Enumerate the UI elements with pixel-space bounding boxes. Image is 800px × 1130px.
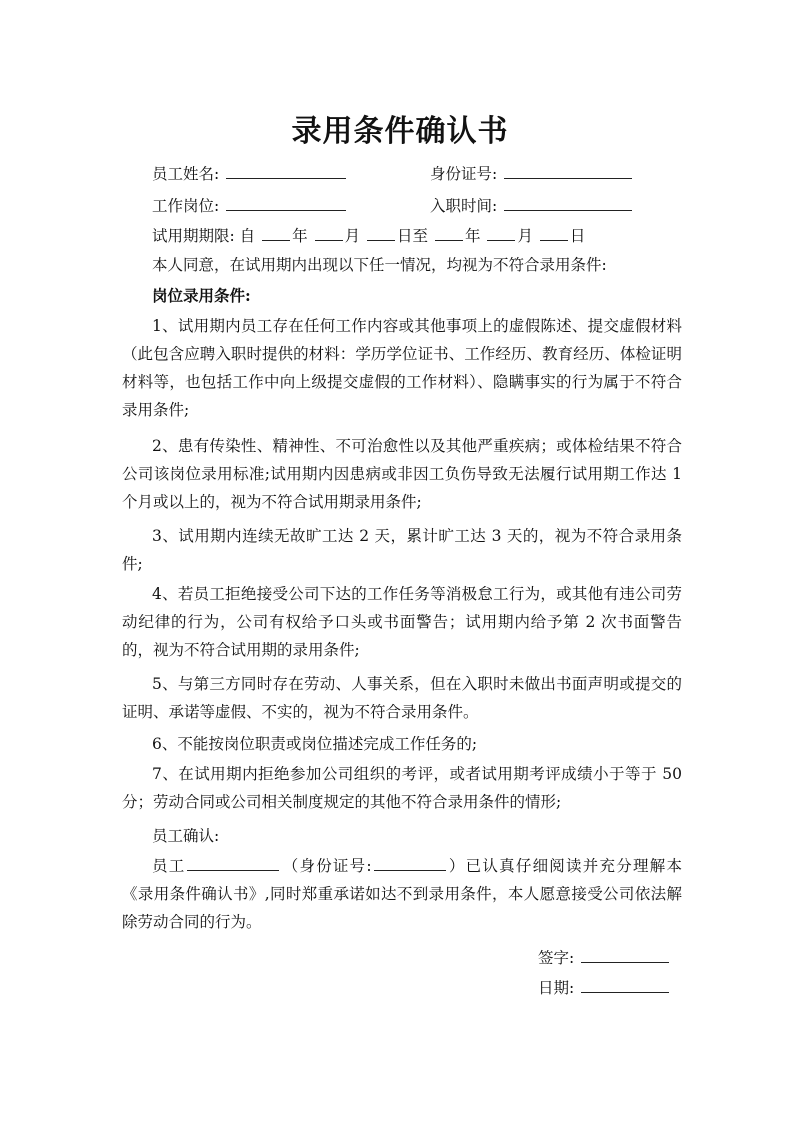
probation-end-year[interactable] bbox=[435, 224, 463, 241]
probation-start-year[interactable] bbox=[262, 224, 290, 241]
position-field bbox=[152, 194, 348, 216]
date-blank[interactable] bbox=[581, 976, 669, 993]
confirm-statement: ）已认真仔细阅读并充分理解本《录用条件确认书》,同时郑重承诺如达不到录用条件，本人愿意接受公司依法解除劳动合同的行为。 bbox=[122, 857, 682, 931]
sign-label: 签字: bbox=[538, 949, 575, 967]
probation-start-day[interactable] bbox=[367, 224, 395, 241]
name-label: 员工姓名: bbox=[152, 165, 220, 183]
day-text-2: 日 bbox=[569, 227, 586, 245]
employee-prefix: 员工 bbox=[152, 857, 186, 875]
condition-item: 2、患有传染性、精神性、不可治愈性以及其他严重疾病；或体检结果不符合公司该岗位录用标准;试用期内因患病或非因工负伤导致无法履行试用期工作达 1 个月或以上的，视为不符合试用期录用条件; bbox=[122, 437, 682, 511]
employee-name-blank[interactable] bbox=[187, 854, 279, 871]
date-label: 日期: bbox=[538, 979, 575, 997]
confirm-paragraph bbox=[122, 852, 682, 936]
year-text-2: 年 bbox=[464, 227, 481, 245]
confirm-heading: 员工确认: bbox=[152, 827, 220, 845]
name-blank[interactable] bbox=[226, 162, 346, 179]
probation-field bbox=[152, 224, 585, 246]
employee-id-blank[interactable] bbox=[374, 854, 446, 871]
month-text: 月 bbox=[344, 227, 361, 245]
condition-item: 3、试用期内连续无故旷工达 2 天，累计旷工达 3 天的，视为不符合录用条件; bbox=[122, 527, 682, 573]
id-field bbox=[430, 162, 634, 184]
intro-text: 本人同意，在试用期内出现以下任一情况，均视为不符合录用条件: bbox=[152, 256, 607, 274]
name-field bbox=[152, 162, 348, 184]
condition-item: 7、在试用期内拒绝参加公司组织的考评，或者试用期考评成绩小于等于 50 分；劳动合同或公司相关制度规定的其他不符合录用条件的情形; bbox=[122, 765, 682, 811]
condition-item: 6、不能按岗位职责或岗位描述完成工作任务的; bbox=[152, 735, 478, 753]
condition-item: 5、与第三方同时存在劳动、人事关系，但在入职时未做出书面声明或提交的证明、承诺等虚假、不实的，视为不符合录用条件。 bbox=[122, 675, 682, 721]
id-label: 身份证号: bbox=[430, 165, 498, 183]
hire-date-blank[interactable] bbox=[504, 194, 632, 211]
position-label: 工作岗位: bbox=[152, 197, 220, 215]
page-title: 录用条件确认书 bbox=[291, 114, 509, 149]
position-blank[interactable] bbox=[226, 194, 346, 211]
probation-label: 试用期期限: bbox=[152, 227, 235, 245]
signature-field bbox=[538, 946, 671, 968]
probation-start-month[interactable] bbox=[315, 224, 343, 241]
section-heading: 岗位录用条件: bbox=[152, 286, 251, 305]
from-text: 自 bbox=[239, 227, 256, 245]
hire-date-field bbox=[430, 194, 634, 216]
condition-item: 1、试用期内员工存在任何工作内容或其他事项上的虚假陈述、提交虚假材料（此包含应聘入职时提供的材料：学历学位证书、工作经历、教育经历、体检证明材料等，也包括工作中向上级提交虚假的工作材料）、隐瞒事实的行为属于不符合录用条件; bbox=[122, 317, 682, 419]
probation-end-month[interactable] bbox=[487, 224, 515, 241]
year-text: 年 bbox=[292, 227, 308, 245]
id-prefix: （身份证号: bbox=[281, 857, 372, 875]
signature-blank[interactable] bbox=[581, 946, 669, 963]
date-field bbox=[538, 976, 671, 998]
day-to-text: 日至 bbox=[397, 227, 429, 245]
month-text-2: 月 bbox=[517, 227, 533, 245]
id-blank[interactable] bbox=[504, 162, 632, 179]
hire-date-label: 入职时间: bbox=[430, 197, 498, 215]
probation-end-day[interactable] bbox=[540, 224, 568, 241]
condition-item: 4、若员工拒绝接受公司下达的工作任务等消极怠工行为，或其他有违公司劳动纪律的行为，公司有权给予口头或书面警告；试用期内给予第 2 次书面警告的，视为不符合试用期的录用条件; bbox=[122, 585, 682, 659]
